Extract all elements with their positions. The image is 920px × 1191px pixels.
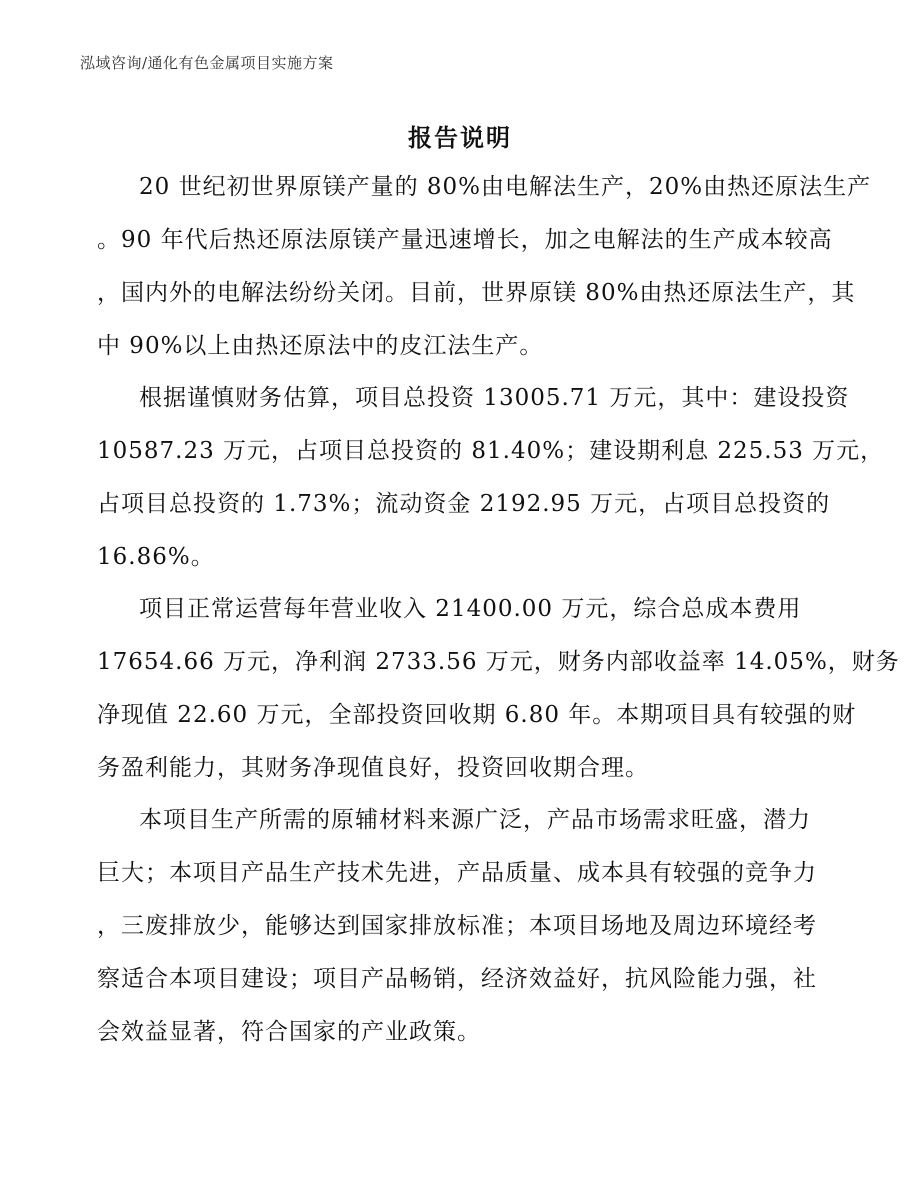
text-line: 会效益显著，符合国家的产业政策。 <box>97 1019 481 1045</box>
running-header: 泓域咨询/通化有色金属项目实施方案 <box>80 54 334 72</box>
paragraph-investment <box>97 372 885 584</box>
paragraph-feasibility <box>97 794 837 1059</box>
text-line: 17654.66 万元，净利润 2733.56 万元，财务内部收益率 14.05%，财务 <box>97 649 900 675</box>
text-line: ，三废排放少，能够达到国家排放标准；本项目场地及周边环境经考 <box>97 913 817 939</box>
paragraph-magnesium-production <box>97 161 872 373</box>
text-line: 20 世纪初世界原镁产量的 80%由电解法生产，20%由热还原法生产 <box>139 174 872 200</box>
text-line: 根据谨慎财务估算，项目总投资 13005.71 万元，其中：建设投资 <box>139 385 850 411</box>
text-line: 巨大；本项目产品生产技术先进，产品质量、成本具有较强的竞争力 <box>97 860 817 886</box>
text-line: 占项目总投资的 1.73%；流动资金 2192.95 万元，占项目总投资的 <box>97 491 831 517</box>
text-line: ，国内外的电解法纷纷关闭。目前，世界原镁 80%由热还原法生产，其 <box>97 280 856 306</box>
text-line: 10587.23 万元，占项目总投资的 81.40%；建设期利息 225.53 万元， <box>97 438 885 464</box>
text-line: 16.86%。 <box>97 544 215 570</box>
text-line: 本项目生产所需的原辅材料来源广泛，产品市场需求旺盛，潜力 <box>139 807 811 833</box>
text-line: 。90 年代后热还原法原镁产量迅速增长，加之电解法的生产成本较高 <box>97 227 833 253</box>
text-line: 务盈利能力，其财务净现值良好，投资回收期合理。 <box>97 755 649 781</box>
text-line: 察适合本项目建设；项目产品畅销，经济效益好，抗风险能力强，社 <box>97 966 817 992</box>
text-line: 项目正常运营每年营业收入 21400.00 万元，综合总成本费用 <box>139 596 802 622</box>
page-title: 报告说明 <box>408 123 512 152</box>
text-line: 净现值 22.60 万元，全部投资回收期 6.80 年。本期项目具有较强的财 <box>97 702 857 728</box>
paragraph-financials <box>97 583 900 795</box>
text-line: 中 90%以上由热还原法中的皮江法生产。 <box>97 333 544 359</box>
